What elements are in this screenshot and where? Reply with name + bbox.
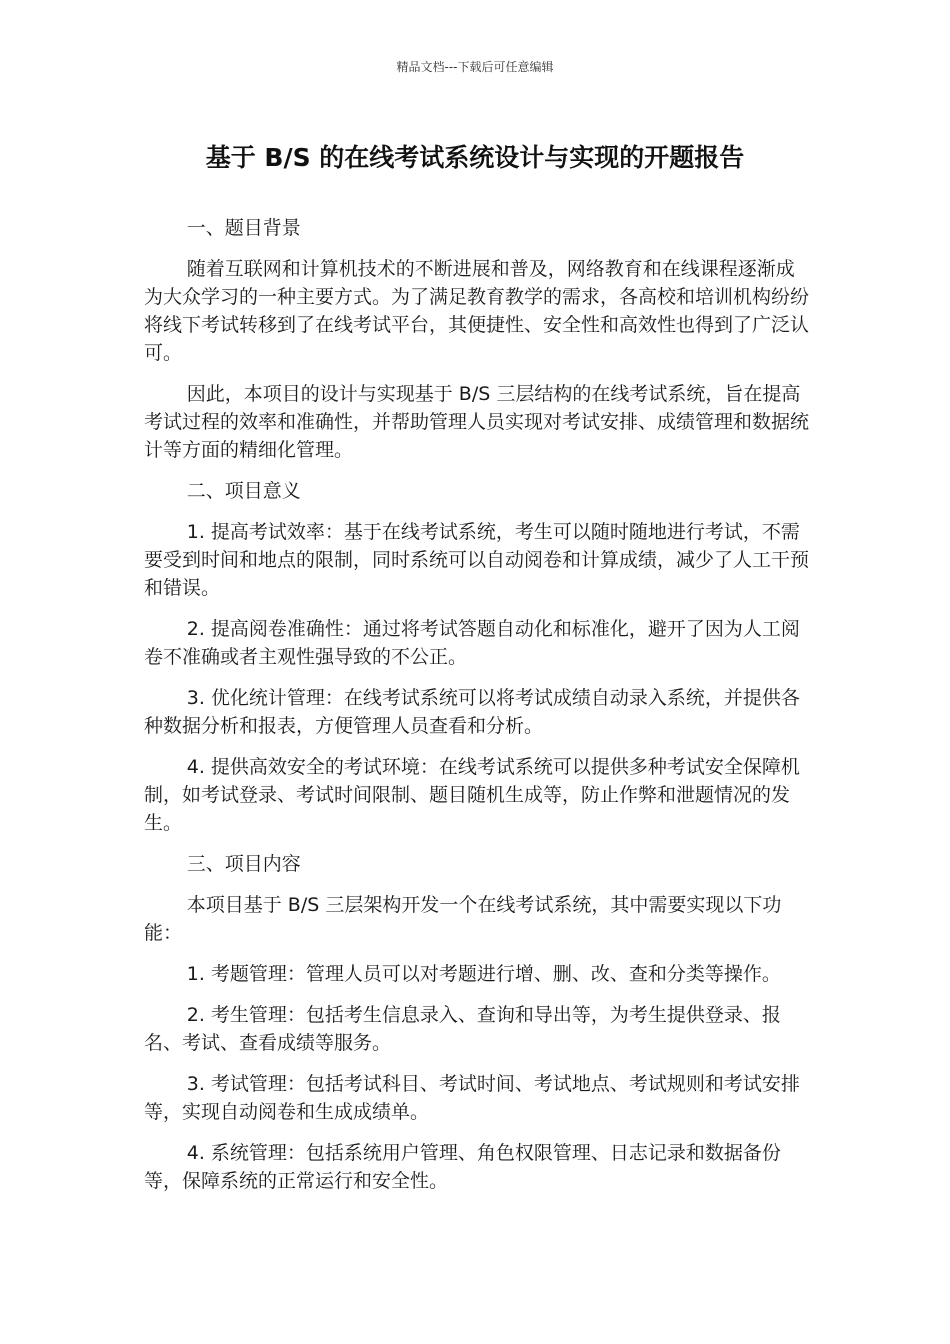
section-heading-significance: 二、项目意义 [186, 480, 301, 502]
list-item: 4. 系统管理：包括系统用户管理、角色权限管理、日志记录和数据备份等，保障系统的正常运行和安全性。 [144, 1142, 781, 1192]
list-item: 2. 考生管理：包括考生信息录入、查询和导出等，为考生提供登录、报名、考试、查看成绩等服务。 [144, 1004, 781, 1054]
list-item: 3. 优化统计管理：在线考试系统可以将考试成绩自动录入系统，并提供各种数据分析和报表，方便管理人员查看和分析。 [144, 687, 800, 737]
paragraph: 随着互联网和计算机技术的不断进展和普及，网络教育和在线课程逐渐成为大众学习的一种主要方式。为了满足教育教学的需求，各高校和培训机构纷纷将线下考试转移到了在线考试平台，其便捷性、安全性和高效性也得到了广泛认可。 [144, 258, 810, 364]
paragraph: 因此，本项目的设计与实现基于 B/S 三层结构的在线考试系统，旨在提高考试过程的效率和准确性，并帮助管理人员实现对考试安排、成绩管理和数据统计等方面的精细化管理。 [144, 383, 810, 461]
list-item: 4. 提供高效安全的考试环境：在线考试系统可以提供多种考试安全保障机制，如考试登录、考试时间限制、题目随机生成等，防止作弊和泄题情况的发生。 [144, 756, 800, 834]
document-title: 基于 B/S 的在线考试系统设计与实现的开题报告 [205, 143, 745, 172]
section-heading-background: 一、题目背景 [186, 217, 301, 239]
list-item: 1. 考题管理：管理人员可以对考题进行增、删、改、查和分类等操作。 [186, 963, 781, 985]
list-item: 2. 提高阅卷准确性：通过将考试答题自动化和标准化，避开了因为人工阅卷不准确或者主观性强导致的不公正。 [144, 618, 800, 668]
header-note: 精品文档---下载后可任意编辑 [396, 60, 554, 74]
document-body [144, 214, 810, 1208]
list-item: 3. 考试管理：包括考试科目、考试时间、考试地点、考试规则和考试安排等，实现自动阅卷和生成成绩单。 [144, 1073, 800, 1123]
list-item: 1. 提高考试效率：基于在线考试系统，考生可以随时随地进行考试，不需要受到时间和地点的限制，同时系统可以自动阅卷和计算成绩，减少了人工干预和错误。 [144, 521, 810, 599]
paragraph: 本项目基于 B/S 三层架构开发一个在线考试系统，其中需要实现以下功能： [144, 894, 782, 944]
section-heading-content: 三、项目内容 [186, 853, 301, 875]
